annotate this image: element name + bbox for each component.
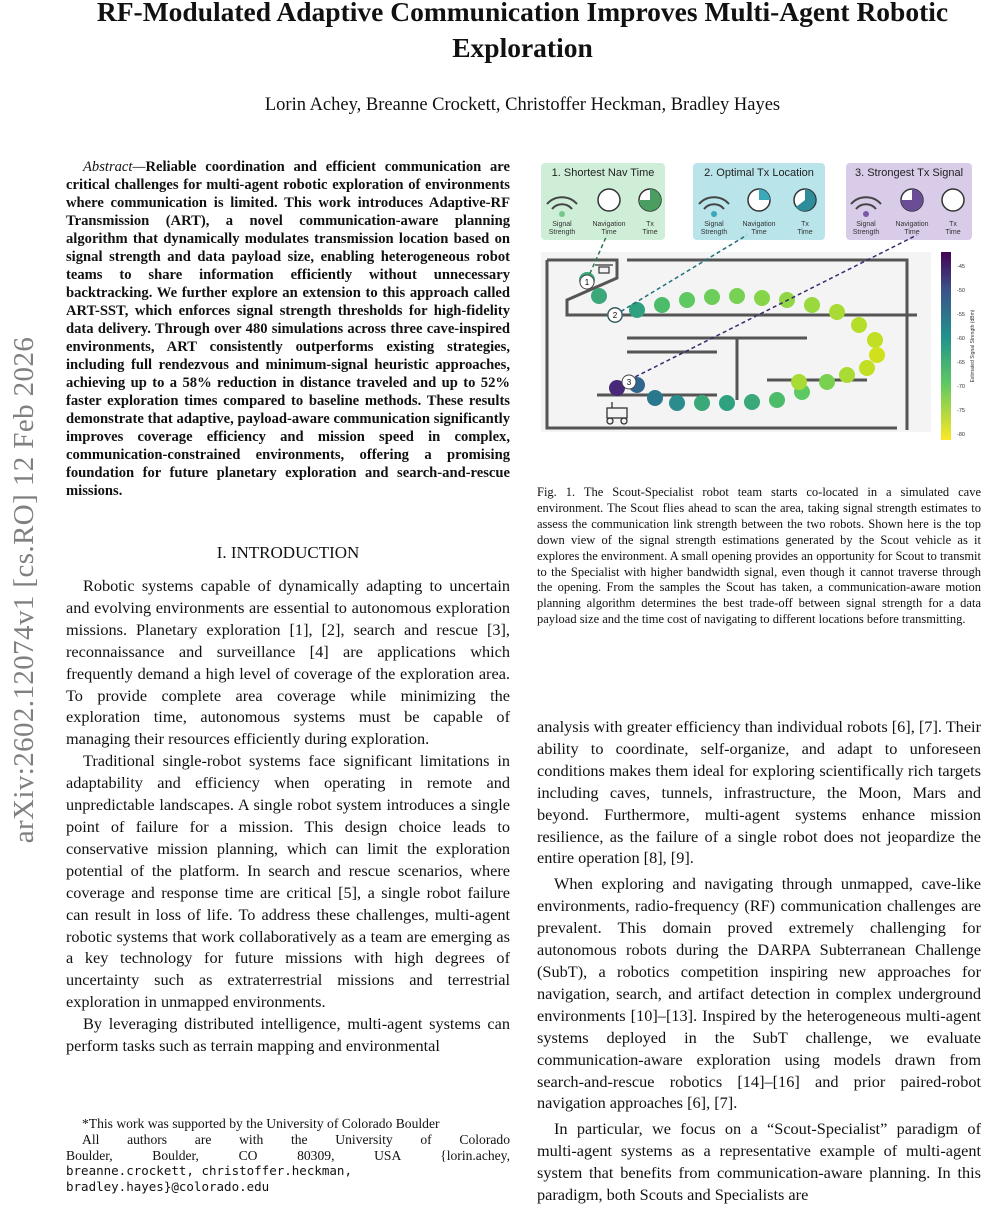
svg-text:Time: Time [904, 229, 920, 236]
paragraph: Robotic systems capable of dynamically adapting to uncertain and evolving environments are essential to autonomous exploration missions. Planetary exploration [1], [2], search and rescue [3], reconnaissance and surveillance [4] are applications which frequently demand a high level of coverage of the exploration area. To provide complete area coverage while minimizing the exploration time, autonomous systems must be capable of managing their resources efficiently during exploration. [66, 576, 510, 749]
svg-text:-70: -70 [957, 384, 965, 390]
svg-text:-45: -45 [957, 264, 965, 270]
funding-note: *This work was supported by the University of Colorado Boulder [82, 1116, 440, 1131]
svg-text:3: 3 [626, 378, 632, 387]
svg-text:Signal: Signal [704, 221, 724, 228]
svg-text:Time: Time [751, 229, 767, 236]
abstract-label: Abstract— [83, 159, 146, 175]
marker-1 [580, 275, 594, 289]
left-body [66, 575, 510, 1057]
colorbar [941, 252, 976, 440]
affiliation-line: All authors are with the University of Colorado [82, 1131, 510, 1147]
svg-text:-50: -50 [957, 288, 965, 294]
figure-1 [537, 160, 981, 442]
abstract-text: Reliable coordination and efficient communication are critical challenges for multi-agent robotic exploration of environments where communication is limited. This work introduces Adaptive-RF Transmission (ART), a novel communication-aware planning algorithm that dynamically modulates transmission location based on signal strength and data payload size, enabling heterogeneous robot teams to share information efficiently without unnecessary backtracking. We further explore an extension to this approach called ART-SST, which enforces signal strength thresholds for high-fidelity data delivery. Through over 480 simulations across three cave-inspired environments, ART consistently outperforms existing strategies, including full rendezvous and minimum-signal heuristic approaches, achieving up to a 58% reduction in distance traveled and up to 52% faster exploration times compared to baseline methods. These results demonstrate that adaptive, payload-aware communication significantly improves coverage efficiency and mission speed in complex, communication-constrained environments, offering a promising foundation for future planetary exploration and search-and-rescue missions. [66, 159, 510, 499]
affiliation-line: Boulder, Boulder, CO 80309, USA {lorin.achey, [66, 1147, 510, 1163]
svg-text:Strength: Strength [548, 229, 576, 236]
svg-text:2: 2 [612, 311, 618, 320]
svg-text:Tx: Tx [949, 221, 957, 228]
svg-text:Tx: Tx [646, 221, 654, 228]
paragraph: When exploring and navigating through unmapped, cave-like environments, radio-frequency (RF) communication challenges are prevalent. This domain proved extremely challenging for autonomous robots during the DARPA Subterranean Challenge (SubT), a robotics competition inspiring new approaches for navigation, search, and artifact detection in complex underground environments [10]–[13]. Inspired by the heterogeneous multi-agent systems deployed in the SubT challenge, we evaluate communication-aware exploration using models drawn from search-and-rescue robotics [14]–[16] and prior paired-robot navigation approaches [6], [7]. [537, 874, 981, 1113]
svg-text:Signal: Signal [856, 221, 876, 228]
panel-title: 2. Optimal Tx Location [704, 167, 814, 179]
svg-text:Navigation: Navigation [592, 221, 626, 228]
panel-title: 1. Shortest Nav Time [551, 167, 655, 179]
svg-text:-65: -65 [957, 360, 965, 366]
section-heading: I. INTRODUCTION [216, 543, 360, 562]
svg-text:Estimated Signal Strength (dBm: Estimated Signal Strength (dBm) [970, 309, 976, 383]
right-body [537, 716, 981, 1206]
author-list: Lorin Achey, Breanne Crockett, Christoffer Heckman, Bradley Hayes [264, 95, 781, 115]
marker-2 [608, 308, 622, 322]
paragraph: Traditional single-robot systems face significant limitations in adaptability and efficiency when operating in remote and unpredictable landscapes. A single robot system introduces a single point of failure for a mission. This design choice leads to conservative mission planning, which can limit the exploration potential of the platform. In search and rescue scenarios, where coverage and response time are critical [5], a single robot failure can result in loss of life. To address these challenges, multi-agent robotic systems that work collaboratively as a team are emerging as a key technology for future missions with high degrees of uncertainty such as extraterrestrial missions and terrestrial exploration in unmapped environments. [66, 751, 510, 1012]
email-line: bradley.hayes}@colorado.edu [66, 1179, 270, 1195]
paper-title: RF-Modulated Adaptive Communication Improves Multi-Agent Robotic Exploration [96, 0, 949, 63]
panel-title: 3. Strongest Tx Signal [854, 167, 964, 179]
svg-text:Time: Time [945, 229, 961, 236]
paragraph: In particular, we focus on a “Scout-Specialist” paradigm of multi-agent systems as a representative example of multi-agent system that benefits from communication-aware planning. In this paradigm, both Scouts and Specialists are [537, 1119, 981, 1205]
email-line: breanne.crockett, christoffer.heckman, [66, 1163, 352, 1179]
svg-text:Time: Time [642, 229, 658, 236]
figure-caption: Fig. 1. The Scout-Specialist robot team starts co-located in a simulated cave environment. The Scout flies ahead to scan the area, taking signal strength estimates to assess the communication link strength between the two robots. Shown here is the top down view of the signal strength estimations generated by the Scout vehicle as it explores the environment. A small opening provides an opportunity for Scout to transmit to the Specialist with higher bandwidth signal, even though it cannot traverse through the opening. From the samples the Scout has taken, a communication-aware motion planning algorithm determines the best trade-off between signal strength for a data payload size and the time cost of navigating to different locations before transmitting. [537, 485, 981, 627]
svg-text:Time: Time [601, 229, 617, 236]
arxiv-stamp: arXiv:2602.12074v1 [cs.RO] 12 Feb 2026 [8, 336, 40, 844]
marker-3 [622, 375, 636, 389]
svg-text:Navigation: Navigation [895, 221, 929, 228]
paragraph: By leveraging distributed intelligence, multi-agent systems can perform tasks such as terrain mapping and environmental [66, 1014, 510, 1056]
svg-text:Strength: Strength [852, 229, 880, 236]
svg-text:Signal: Signal [552, 221, 572, 228]
abstract [66, 158, 510, 500]
svg-text:Tx: Tx [801, 221, 809, 228]
svg-text:Time: Time [797, 229, 813, 236]
svg-text:Strength: Strength [700, 229, 728, 236]
svg-text:-60: -60 [957, 336, 965, 342]
svg-text:Navigation: Navigation [742, 221, 776, 228]
svg-text:1: 1 [584, 278, 590, 287]
svg-text:-55: -55 [957, 312, 965, 318]
svg-text:-75: -75 [957, 408, 965, 414]
footnote [66, 1116, 510, 1195]
svg-text:-80: -80 [957, 432, 965, 438]
paragraph: analysis with greater efficiency than individual robots [6], [7]. Their ability to coordinate, self-organize, and adapt to unforeseen conditions makes them ideal for exploring scientifically rich targets including caves, tunnels, infrastructure, the Moon, Mars and beyond. Furthermore, multi-agent systems enhance mission resilience, as the failure of a single robot does not jeopardize the entire operation [8], [9]. [537, 717, 981, 868]
